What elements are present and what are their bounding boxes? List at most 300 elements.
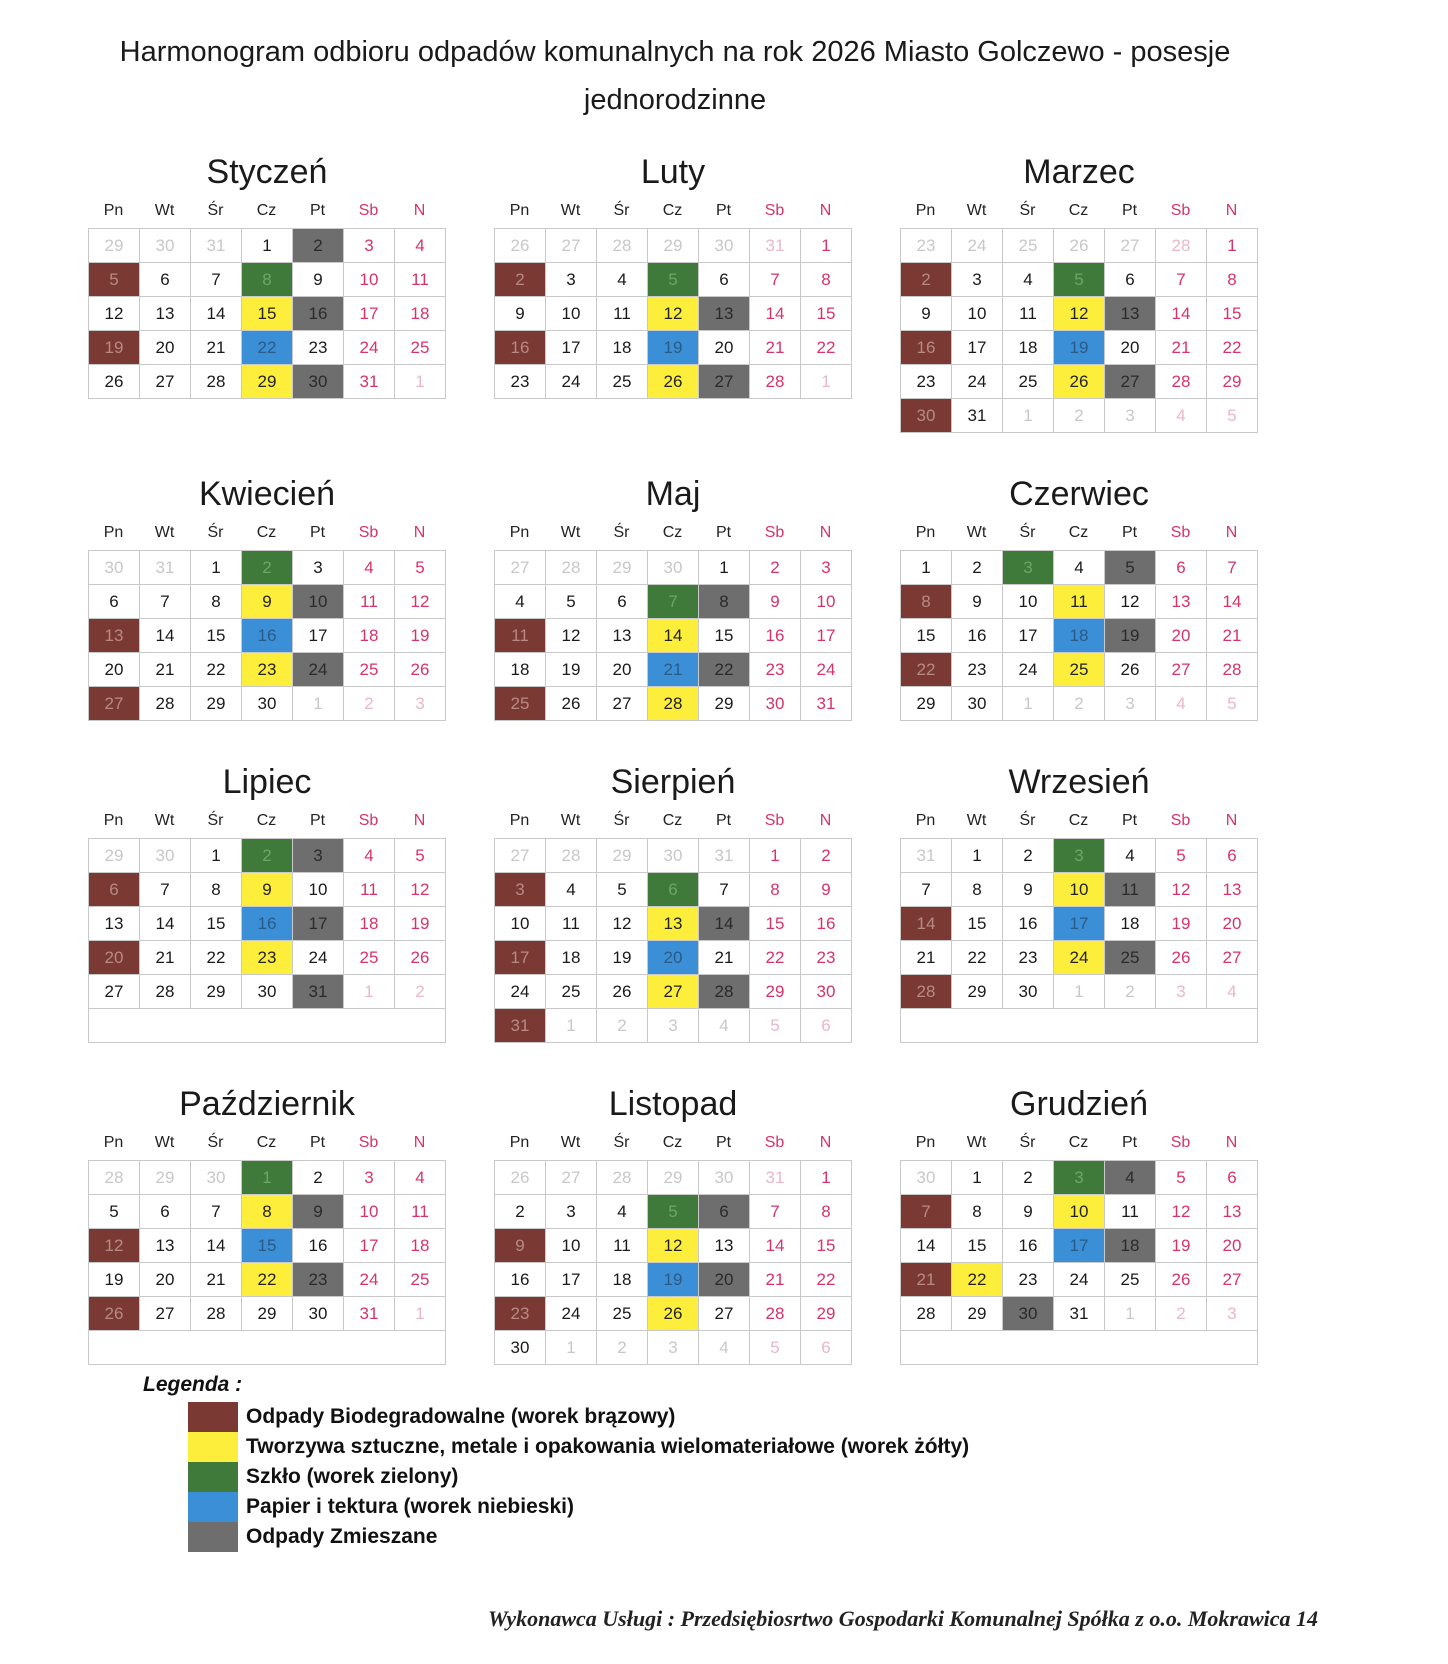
weekday-label: Wt (154, 202, 175, 219)
day-cell: 16 (242, 907, 293, 941)
day-cell: 9 (901, 297, 952, 331)
day-cell: 11 (495, 619, 546, 653)
day-grid (494, 228, 852, 399)
day-cell: 14 (901, 1229, 952, 1263)
day-cell: 25 (546, 975, 597, 1009)
weekday-label: Wt (966, 812, 987, 829)
day-cell: 4 (1105, 839, 1156, 873)
day-cell: 31 (952, 399, 1003, 433)
day-cell: 23 (901, 229, 952, 263)
day-cell: 18 (395, 297, 446, 331)
day-cell: 13 (1156, 585, 1207, 619)
day-cell: 10 (801, 585, 852, 619)
day-cell: 24 (1003, 653, 1054, 687)
weekday-label: Śr (1019, 1134, 1036, 1151)
day-cell: 29 (597, 839, 648, 873)
day-cell: 11 (597, 1229, 648, 1263)
day-cell: 22 (952, 1263, 1003, 1297)
day-cell: 27 (597, 687, 648, 721)
day-cell: 12 (89, 297, 140, 331)
legend-item-mixed (188, 1522, 969, 1552)
day-cell: 5 (1207, 399, 1258, 433)
day-cell: 28 (191, 365, 242, 399)
empty-row (901, 1331, 1258, 1365)
day-cell: 6 (801, 1331, 852, 1365)
day-cell: 4 (395, 229, 446, 263)
day-cell: 19 (395, 907, 446, 941)
day-cell: 14 (750, 297, 801, 331)
day-cell: 12 (546, 619, 597, 653)
month-name: Październik (179, 1085, 355, 1123)
day-grid (88, 228, 446, 399)
weekday-header (900, 1128, 1258, 1158)
day-cell: 5 (89, 263, 140, 297)
day-cell: 18 (1105, 907, 1156, 941)
day-cell: 13 (699, 297, 750, 331)
month-name: Kwiecień (198, 475, 336, 513)
weekday-label: Pt (1121, 1134, 1138, 1151)
day-cell: 22 (750, 941, 801, 975)
weekday-label: Śr (1019, 524, 1036, 541)
day-cell: 16 (293, 297, 344, 331)
day-cell: 27 (1105, 229, 1156, 263)
day-cell: 2 (1054, 399, 1105, 433)
day-cell: 15 (750, 907, 801, 941)
day-cell: 25 (597, 1297, 648, 1331)
day-cell: 11 (597, 297, 648, 331)
month-name: Luty (640, 153, 706, 191)
day-cell: 13 (89, 619, 140, 653)
day-cell: 2 (293, 1161, 344, 1195)
day-cell: 1 (242, 229, 293, 263)
day-cell: 6 (801, 1009, 852, 1043)
day-cell: 30 (1003, 1297, 1054, 1331)
legend-item-paper (188, 1492, 969, 1522)
day-cell: 26 (89, 365, 140, 399)
day-cell: 5 (546, 585, 597, 619)
day-cell: 18 (344, 907, 395, 941)
weekday-label: Wt (154, 524, 175, 541)
day-cell: 5 (395, 839, 446, 873)
day-cell: 7 (140, 873, 191, 907)
day-cell: 25 (344, 653, 395, 687)
weekday-label: Śr (613, 812, 630, 829)
day-cell: 6 (1207, 1161, 1258, 1195)
day-cell: 6 (1207, 839, 1258, 873)
day-cell: 26 (1105, 653, 1156, 687)
day-cell: 7 (699, 873, 750, 907)
day-cell: 31 (750, 229, 801, 263)
weekday-header (900, 196, 1258, 226)
day-cell: 9 (293, 1195, 344, 1229)
day-cell: 9 (801, 873, 852, 907)
day-cell: 27 (1105, 365, 1156, 399)
day-cell: 24 (293, 941, 344, 975)
day-cell: 15 (952, 1229, 1003, 1263)
day-cell: 23 (495, 1297, 546, 1331)
day-cell: 21 (750, 1263, 801, 1297)
day-cell: 24 (952, 365, 1003, 399)
day-cell: 28 (648, 687, 699, 721)
day-cell: 25 (1054, 653, 1105, 687)
day-cell: 12 (395, 873, 446, 907)
day-cell: 21 (648, 653, 699, 687)
legend-label: Odpady Zmieszane (246, 1525, 438, 1548)
day-cell: 10 (952, 297, 1003, 331)
day-cell: 15 (191, 619, 242, 653)
day-cell: 3 (801, 551, 852, 585)
day-cell: 7 (191, 1195, 242, 1229)
weekday-label: Sb (358, 524, 379, 541)
month-name: Listopad (608, 1085, 738, 1123)
day-grid (88, 1160, 446, 1365)
weekday-label: Pn (915, 524, 936, 541)
weekday-label: Sb (764, 812, 785, 829)
weekday-label: Pt (1121, 524, 1138, 541)
day-cell: 9 (293, 263, 344, 297)
weekday-label: Śr (613, 1134, 630, 1151)
day-cell: 13 (648, 907, 699, 941)
day-cell: 18 (344, 619, 395, 653)
weekday-header (900, 518, 1258, 548)
month-name: Styczeń (206, 153, 328, 191)
day-cell: 22 (801, 331, 852, 365)
day-cell: 2 (901, 263, 952, 297)
day-cell: 20 (1105, 331, 1156, 365)
day-cell: 27 (699, 365, 750, 399)
day-cell: 17 (495, 941, 546, 975)
day-cell: 31 (801, 687, 852, 721)
day-cell: 12 (1054, 297, 1105, 331)
weekday-label: Pt (715, 202, 732, 219)
day-cell: 28 (89, 1161, 140, 1195)
weekday-label: Wt (560, 812, 581, 829)
day-cell: 22 (901, 653, 952, 687)
day-cell: 29 (191, 687, 242, 721)
weekday-label: Pn (103, 524, 124, 541)
day-cell: 3 (1054, 1161, 1105, 1195)
day-cell: 30 (699, 229, 750, 263)
weekday-label: Wt (560, 524, 581, 541)
day-cell: 24 (1054, 941, 1105, 975)
day-cell: 5 (750, 1009, 801, 1043)
day-cell: 29 (750, 975, 801, 1009)
day-cell: 26 (395, 941, 446, 975)
weekday-label: Wt (966, 524, 987, 541)
weekday-label: Cz (1068, 1134, 1089, 1151)
weekday-label: Pn (509, 524, 530, 541)
empty-row (89, 1331, 446, 1365)
day-cell: 28 (597, 229, 648, 263)
day-cell: 25 (1105, 1263, 1156, 1297)
day-cell: 2 (1105, 975, 1156, 1009)
weekday-label: Pt (309, 524, 326, 541)
day-cell: 1 (952, 1161, 1003, 1195)
weekday-label: N (819, 524, 832, 541)
legend-label: Odpady Biodegradowalne (worek brązowy) (246, 1405, 676, 1428)
day-cell: 14 (750, 1229, 801, 1263)
day-cell: 27 (495, 839, 546, 873)
weekday-label: Sb (764, 202, 785, 219)
weekday-label: Sb (764, 524, 785, 541)
day-cell: 4 (1003, 263, 1054, 297)
day-cell: 10 (344, 1195, 395, 1229)
day-cell: 4 (395, 1161, 446, 1195)
day-cell: 20 (597, 653, 648, 687)
day-cell: 2 (495, 1195, 546, 1229)
day-cell: 19 (648, 331, 699, 365)
day-cell: 4 (344, 551, 395, 585)
day-cell: 14 (901, 907, 952, 941)
day-cell: 31 (191, 229, 242, 263)
title-line-2: jednorodzinne (583, 84, 767, 116)
weekday-label: Śr (207, 202, 224, 219)
day-cell: 23 (495, 365, 546, 399)
day-cell: 31 (699, 839, 750, 873)
day-cell: 29 (801, 1297, 852, 1331)
footer-contractor: Wykonawca Usługi : Przedsiębiosrtwo Gospodarki Komunalnej Spółka z o.o. Mokrawica 14 (488, 1606, 1318, 1631)
day-cell: 30 (242, 687, 293, 721)
day-cell: 14 (140, 619, 191, 653)
day-cell: 10 (1003, 585, 1054, 619)
day-cell: 25 (1105, 941, 1156, 975)
day-grid (88, 838, 446, 1043)
day-cell: 1 (395, 1297, 446, 1331)
weekday-label: N (413, 812, 426, 829)
day-cell: 3 (952, 263, 1003, 297)
weekday-label: N (819, 202, 832, 219)
weekday-label: Cz (1068, 202, 1089, 219)
weekday-label: N (413, 202, 426, 219)
day-cell: 9 (242, 873, 293, 907)
weekday-label: N (1225, 1134, 1238, 1151)
day-cell: 20 (89, 653, 140, 687)
day-cell: 24 (1054, 1263, 1105, 1297)
day-cell: 5 (1156, 839, 1207, 873)
day-cell: 21 (191, 331, 242, 365)
day-cell: 19 (1156, 907, 1207, 941)
weekday-label: Cz (1068, 524, 1089, 541)
day-cell: 26 (648, 1297, 699, 1331)
day-cell: 19 (597, 941, 648, 975)
day-cell: 8 (952, 1195, 1003, 1229)
day-cell: 23 (242, 653, 293, 687)
day-cell: 17 (293, 907, 344, 941)
day-cell: 3 (648, 1009, 699, 1043)
day-cell: 6 (648, 873, 699, 907)
weekday-label: N (819, 812, 832, 829)
day-cell: 21 (901, 1263, 952, 1297)
day-cell: 29 (140, 1161, 191, 1195)
day-cell: 7 (901, 1195, 952, 1229)
day-cell: 28 (191, 1297, 242, 1331)
weekday-label: Pn (509, 202, 530, 219)
day-cell: 21 (1156, 331, 1207, 365)
day-cell: 4 (699, 1331, 750, 1365)
day-cell: 15 (801, 297, 852, 331)
day-cell: 23 (1003, 941, 1054, 975)
weekday-label: Cz (256, 202, 277, 219)
day-cell: 18 (546, 941, 597, 975)
day-cell: 6 (699, 263, 750, 297)
day-cell: 21 (699, 941, 750, 975)
day-cell: 8 (750, 873, 801, 907)
weekday-header (494, 196, 852, 226)
day-cell: 1 (1003, 399, 1054, 433)
day-cell: 26 (648, 365, 699, 399)
legend-swatch-mixed (188, 1522, 238, 1552)
legend (188, 1402, 969, 1552)
day-cell: 1 (801, 1161, 852, 1195)
day-cell: 23 (1003, 1263, 1054, 1297)
weekday-label: Pn (509, 1134, 530, 1151)
day-cell: 25 (395, 1263, 446, 1297)
day-cell: 25 (1003, 365, 1054, 399)
day-cell: 11 (395, 1195, 446, 1229)
day-cell: 17 (1054, 1229, 1105, 1263)
weekday-label: Wt (966, 1134, 987, 1151)
day-cell: 19 (395, 619, 446, 653)
day-cell: 11 (1105, 1195, 1156, 1229)
weekday-label: Śr (207, 1134, 224, 1151)
day-cell: 13 (699, 1229, 750, 1263)
weekday-label: Śr (613, 524, 630, 541)
day-cell: 7 (750, 1195, 801, 1229)
day-cell: 17 (952, 331, 1003, 365)
day-cell: 21 (140, 653, 191, 687)
day-cell: 21 (901, 941, 952, 975)
day-cell: 3 (1054, 839, 1105, 873)
day-cell: 30 (495, 1331, 546, 1365)
day-cell: 17 (546, 1263, 597, 1297)
day-cell: 3 (293, 551, 344, 585)
day-cell: 24 (801, 653, 852, 687)
day-cell: 1 (901, 551, 952, 585)
day-cell: 21 (750, 331, 801, 365)
weekday-label: Pn (103, 812, 124, 829)
day-cell: 6 (140, 263, 191, 297)
day-cell: 9 (952, 585, 1003, 619)
weekday-label: Wt (966, 202, 987, 219)
month-name: Lipiec (222, 763, 312, 801)
weekday-label: Sb (1170, 524, 1191, 541)
day-cell: 11 (1105, 873, 1156, 907)
day-cell: 28 (140, 975, 191, 1009)
day-cell: 24 (293, 653, 344, 687)
weekday-label: Pn (103, 202, 124, 219)
day-cell: 21 (140, 941, 191, 975)
day-cell: 30 (140, 229, 191, 263)
day-cell: 19 (1105, 619, 1156, 653)
day-cell: 8 (242, 1195, 293, 1229)
day-cell: 14 (140, 907, 191, 941)
day-cell: 3 (1105, 399, 1156, 433)
day-cell: 16 (1003, 907, 1054, 941)
day-cell: 4 (597, 1195, 648, 1229)
day-cell: 2 (1054, 687, 1105, 721)
day-cell: 22 (801, 1263, 852, 1297)
weekday-label: Pn (509, 812, 530, 829)
day-cell: 16 (901, 331, 952, 365)
day-cell: 29 (648, 229, 699, 263)
legend-item-glass (188, 1462, 969, 1492)
day-cell: 1 (801, 229, 852, 263)
day-cell: 8 (801, 263, 852, 297)
day-cell: 23 (901, 365, 952, 399)
day-cell: 31 (344, 365, 395, 399)
day-cell: 3 (1003, 551, 1054, 585)
day-cell: 17 (344, 1229, 395, 1263)
day-cell: 10 (546, 1229, 597, 1263)
weekday-label: N (1225, 202, 1238, 219)
day-cell: 3 (546, 1195, 597, 1229)
day-cell: 29 (952, 975, 1003, 1009)
day-cell: 24 (952, 229, 1003, 263)
weekday-label: Pt (309, 812, 326, 829)
day-cell: 27 (89, 975, 140, 1009)
day-cell: 14 (1207, 585, 1258, 619)
day-cell: 31 (140, 551, 191, 585)
weekday-label: Sb (1170, 202, 1191, 219)
day-grid (494, 550, 852, 721)
day-cell: 30 (901, 399, 952, 433)
legend-swatch-paper (188, 1492, 238, 1522)
day-cell: 4 (344, 839, 395, 873)
day-cell: 23 (801, 941, 852, 975)
day-cell: 18 (1105, 1229, 1156, 1263)
day-cell: 30 (242, 975, 293, 1009)
day-cell: 16 (750, 619, 801, 653)
day-cell: 2 (293, 229, 344, 263)
day-cell: 30 (750, 687, 801, 721)
day-cell: 9 (242, 585, 293, 619)
day-cell: 25 (1003, 229, 1054, 263)
day-cell: 11 (1054, 585, 1105, 619)
day-cell: 12 (1156, 1195, 1207, 1229)
day-cell: 16 (242, 619, 293, 653)
day-cell: 8 (699, 585, 750, 619)
day-cell: 23 (293, 331, 344, 365)
day-cell: 18 (395, 1229, 446, 1263)
weekday-label: Cz (1068, 812, 1089, 829)
weekday-label: Pt (309, 202, 326, 219)
day-cell: 5 (89, 1195, 140, 1229)
day-cell: 2 (1003, 1161, 1054, 1195)
day-cell: 5 (1105, 551, 1156, 585)
day-cell: 16 (1003, 1229, 1054, 1263)
day-cell: 30 (293, 1297, 344, 1331)
day-cell: 8 (1207, 263, 1258, 297)
day-cell: 8 (952, 873, 1003, 907)
day-cell: 26 (495, 229, 546, 263)
day-cell: 28 (901, 975, 952, 1009)
day-cell: 1 (1207, 229, 1258, 263)
day-cell: 2 (1156, 1297, 1207, 1331)
day-cell: 27 (699, 1297, 750, 1331)
legend-label: Papier i tektura (worek niebieski) (246, 1495, 574, 1518)
day-cell: 31 (1054, 1297, 1105, 1331)
day-cell: 26 (89, 1297, 140, 1331)
day-cell: 8 (901, 585, 952, 619)
day-cell: 2 (952, 551, 1003, 585)
day-cell: 10 (293, 873, 344, 907)
day-cell: 7 (648, 585, 699, 619)
day-cell: 24 (495, 975, 546, 1009)
day-cell: 18 (597, 1263, 648, 1297)
day-cell: 5 (1054, 263, 1105, 297)
day-cell: 10 (1054, 873, 1105, 907)
day-cell: 20 (699, 1263, 750, 1297)
